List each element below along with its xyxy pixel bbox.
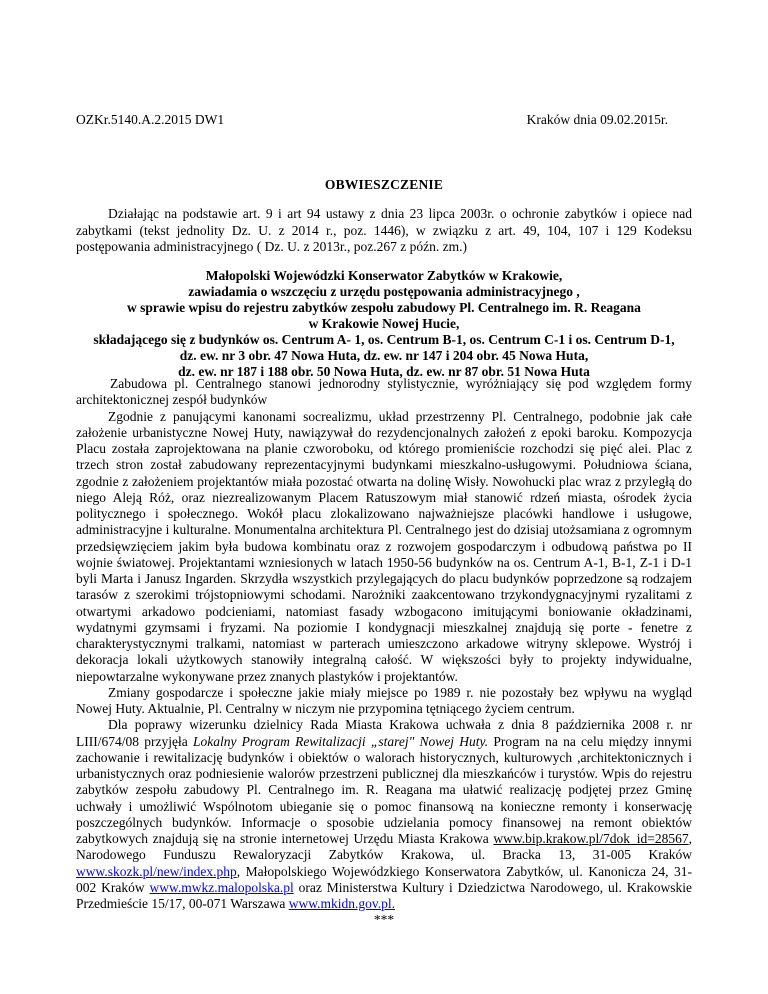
text-span: Program na na celu między innymi zachowanie i rewitalizację budynków i obiektów o walorach historycznych, kulturowych ,architektonicznych i urbanistycznych oraz podniesienie walorów przestrzeni publicznej dla mieszkańców i turystów. Wpis do rejestru zabytków zespołu zabudowy Pl. Centralnego im. R. Reagana ma ułatwić realizację podjętej przez Gminę uchwały i umożliwić Wspólnotom ubieganie się o pomoc finansową na konieczne remonty i konserwację poszczególnych budynków. Informacje o sposobie udzielania pomocy finansowej na remont obiektów zabytkowych znajdują się na stronie internetowej Urzędu Miasta Krakowa xyxy=(76,733,693,846)
declaration-line: Małopolski Wojewódzki Konserwator Zabytków w Krakowie, xyxy=(205,268,563,283)
declaration-line: dz. ew. nr 3 obr. 47 Nowa Huta, dz. ew. nr 147 i 204 obr. 45 Nowa Huta, xyxy=(179,348,589,363)
declaration-line: w Krakowie Nowej Hucie, xyxy=(308,316,460,331)
body-paragraph: Zgodnie z panującymi kanonami socrealizmu, układ przestrzenny Pl. Centralnego, podobnie jak całe założenie urbanistyczne Nowej Huty, nawiązywał do rezydencjonalnych założeń z epoki baroku. Kompozycja Placu została zaprojektowana na planie czworoboku, od którego promieniście rozchodzi się pięć alei. Plac z trzech stron został zabudowany reprezentacyjnymi budynkami mieszkalno-usługowymi. Południowa ściana, zgodnie z założeniem projektantów miała pozostać otwarta na dolinę Wisły. Nowohucki plac wraz z przyległą do niego Aleją Róż, oraz niezrealizowanym Placem Ratuszowym miał stanowić rdzeń miasta, ośrodek życia politycznego i społecznego. Wokół placu zlokalizowano najważniejsze placówki handlowe i usługowe, administracyjne i kulturalne. Monumentalna architektura Pl. Centralnego jest do dzisiaj utożsamiana z ogromnym przedsięwzięciem jakim była budowa kombinatu oraz z rozwojem gospodarczym i odbudową państwa po II wojnie światowej. Projektantami wzniesionych w latach 1950-56 budynków na os. Centrum A-1, B-1, Z-1 i D-1 byli Marta i Janusz Ingarden. Skrzydła wszystkich przylegających do placu budynków poprzedzone są rodzajem tarasów z szerokimi trójstopniowymi schodami. Narożniki zaakcentowano trzykondygnacyjnymi ryzalitami z otwartymi arkadowo podcieniami, natomiast fasady wzbogacono imitującymi boniowanie okładzinami, wydatnymi gzymsami i fryzami. Na poziomie I kondygnacji mieszkalnej znajdują się porte - fenetre z charakterystycznymi tralkami, natomiast w parterach umieszczono arkadowe witryny sklepowe. Wystrój i dekoracja lokali użytkowych stanowiły integralną całość. W większości były to projekty indywidualne, niepowtarzalne wykonywane przez znanych plastyków i projektantów. xyxy=(76,408,692,684)
declaration-line: składającego się z budynków os. Centrum A- 1, os. Centrum B-1, os. Centrum C-1 i os. Centrum D-1, xyxy=(93,332,675,347)
program-title: Lokalny Program Rewitalizacji „starej" Nowej Huty. xyxy=(192,733,489,749)
legal-basis-paragraph: Działając na podstawie art. 9 i art 94 ustawy z dnia 23 lipca 2003r. o ochronie zabytków i opiece nad zabytkami (tekst jednolity Dz. U. z 2014 r., poz. 1446), w związku z art. 49, 104, 107 i 129 Kodeksu postępowania administracyjnego ( Dz. U. z 2013r., poz.267 z późn. zm.) xyxy=(76,206,692,254)
document-body xyxy=(76,376,692,929)
document-header xyxy=(76,112,668,128)
body-paragraph: Zabudowa pl. Centralnego stanowi jednorodny stylistycznie, wyróżniający się pod względem formy architektonicznej zespół budynków xyxy=(76,376,692,408)
body-paragraph: Zmiany gospodarcze i społeczne jakie miały miejsce po 1989 r. nie pozostały bez wpływu na wygląd Nowej Huty. Aktualnie, Pl. Centralny w niczym nie przypomina tętniącego życiem centrum. xyxy=(76,684,692,716)
text-span: oraz Ministerstwa Kultury i Dziedzictwa Narodowego, ul. Krakowskie Przedmieście 15/17, 00-071 Warszawa xyxy=(76,879,692,911)
body-paragraph-links xyxy=(76,717,692,912)
text-span: Dla poprawy wizerunku dzielnicy Rada Miasta Krakowa uchwała z dnia 8 października 2008 r. nr LIII/674/08 przyjęła xyxy=(76,717,692,749)
document-title: OBWIESZCZENIE xyxy=(324,177,444,192)
place-and-date: Kraków dnia 09.02.2015r. xyxy=(526,112,668,127)
link-skozk[interactable]: www.skozk.pl/new/index.php xyxy=(76,863,237,879)
link-mwkz[interactable]: www.mwkz.malopolska.pl xyxy=(149,879,294,895)
reference-number: OZKr.5140.A.2.2015 DW1 xyxy=(76,112,225,127)
declaration-line: zawiadamia o wszczęciu z urzędu postępowania administracyjnego , xyxy=(188,284,580,299)
text-span: , Narodowego Funduszu Rewaloryzacji Zabytków Krakowa, ul. Bracka 13, 31-005 Kraków xyxy=(76,831,692,863)
link-bip[interactable]: www.bip.krakow.pl/7dok_id=28567 xyxy=(493,831,689,846)
closing-stars: *** xyxy=(373,912,395,928)
declaration-line: w sprawie wpisu do rejestru zabytków zespołu zabudowy Pl. Centralnego im. R. Reagana xyxy=(127,300,641,315)
declaration-line: dz. ew. nr 187 i 188 obr. 50 Nowa Huta, dz. ew. nr 87 obr. 51 Nowa Huta xyxy=(178,364,590,379)
link-mkidn[interactable]: www.mkidn.gov.pl. xyxy=(288,896,395,911)
declaration-block xyxy=(60,268,708,380)
text-span: , Małopolskiego Wojewódzkiego Konserwatora Zabytków, ul. Kanonicza 24, 31-002 Kraków xyxy=(76,863,692,895)
